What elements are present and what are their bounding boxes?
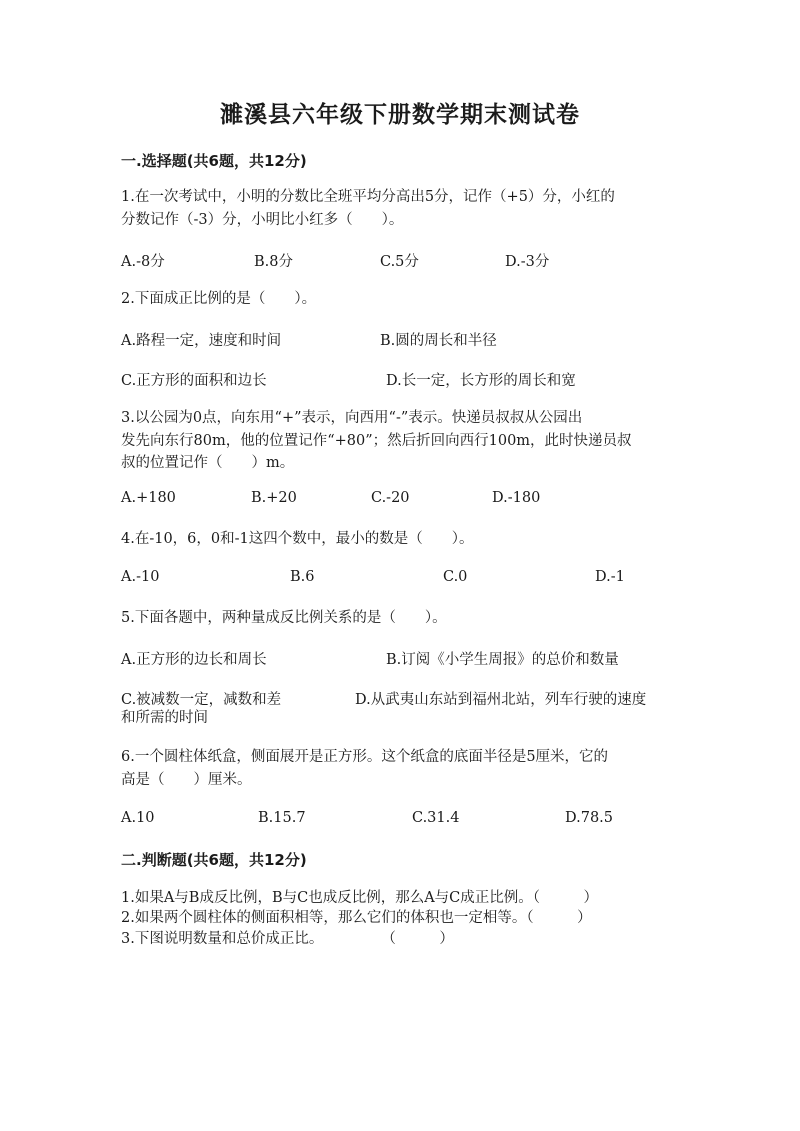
question-5-option-d-continued: 和所需的时间 <box>121 710 208 726</box>
question-6-option-d: D.78.5 <box>565 810 614 826</box>
question-1-line-1: 1.在一次考试中，小明的分数比全班平均分高出5分，记作（+5）分，小红的 <box>121 189 615 205</box>
question-6-line-2: 高是（ ）厘米。 <box>121 772 252 788</box>
page-title: 濉溪县六年级下册数学期末测试卷 <box>220 102 580 128</box>
question-2-option-b: B.圆的周长和半径 <box>380 333 497 349</box>
question-3-line-3: 叔的位置记作（ ）m。 <box>121 455 295 471</box>
question-2-option-a: A.路程一定，速度和时间 <box>121 333 282 349</box>
question-4-option-c: C.0 <box>443 569 468 585</box>
question-3-option-d: D.-180 <box>492 490 541 506</box>
question-1-option-d: D.-3分 <box>505 254 550 270</box>
question-6-option-a: A.10 <box>121 810 155 826</box>
question-1-line-2: 分数记作（-3）分，小明比小红多（ ）。 <box>121 212 404 228</box>
question-4-line-1: 4.在-10，6，0和-1这四个数中，最小的数是（ ）。 <box>121 531 474 547</box>
question-3-option-a: A.+180 <box>121 490 176 506</box>
question-1-option-c: C.5分 <box>380 254 419 270</box>
question-3-option-b: B.+20 <box>251 490 297 506</box>
question-5-line-1: 5.下面各题中，两种量成反比例关系的是（ ）。 <box>121 610 447 626</box>
true-false-item-3: 3.下图说明数量和总价成正比。 （ ） <box>121 931 454 947</box>
question-4-option-d: D.-1 <box>595 569 625 585</box>
question-3-line-2: 发先向东行80m，他的位置记作“+80”；然后折回向西行100m，此时快递员叔 <box>121 433 632 449</box>
question-3-line-1: 3.以公园为0点，向东用“+”表示，向西用“-”表示。快递员叔叔从公园出 <box>121 410 583 426</box>
true-false-item-2: 2.如果两个圆柱体的侧面积相等，那么它们的体积也一定相等。（ ） <box>121 910 592 926</box>
true-false-item-1: 1.如果A与B成反比例，B与C也成反比例，那么A与C成正比例。（ ） <box>121 890 599 906</box>
question-5-option-d: D.从武夷山东站到福州北站，列车行驶的速度 <box>355 692 647 708</box>
question-6-option-c: C.31.4 <box>412 810 460 826</box>
section-heading-choice: 一.选择题(共6题，共12分) <box>121 152 307 170</box>
question-4-option-b: B.6 <box>290 569 315 585</box>
question-3-option-c: C.-20 <box>371 490 410 506</box>
question-5-option-b: B.订阅《小学生周报》的总价和数量 <box>386 652 619 668</box>
question-5-option-a: A.正方形的边长和周长 <box>121 652 267 668</box>
question-2-option-c: C.正方形的面积和边长 <box>121 373 267 389</box>
question-5-option-c: C.被减数一定，减数和差 <box>121 692 282 708</box>
question-4-option-a: A.-10 <box>121 569 160 585</box>
question-6-line-1: 6.一个圆柱体纸盒，侧面展开是正方形。这个纸盒的底面半径是5厘米，它的 <box>121 749 609 765</box>
question-1-option-b: B.8分 <box>254 254 293 270</box>
question-2-line-1: 2.下面成正比例的是（ ）。 <box>121 291 317 307</box>
section-heading-true-false: 二.判断题(共6题，共12分) <box>121 851 307 869</box>
question-6-option-b: B.15.7 <box>258 810 306 826</box>
question-1-option-a: A.-8分 <box>121 254 165 270</box>
question-2-option-d: D.长一定，长方形的周长和宽 <box>386 373 576 389</box>
